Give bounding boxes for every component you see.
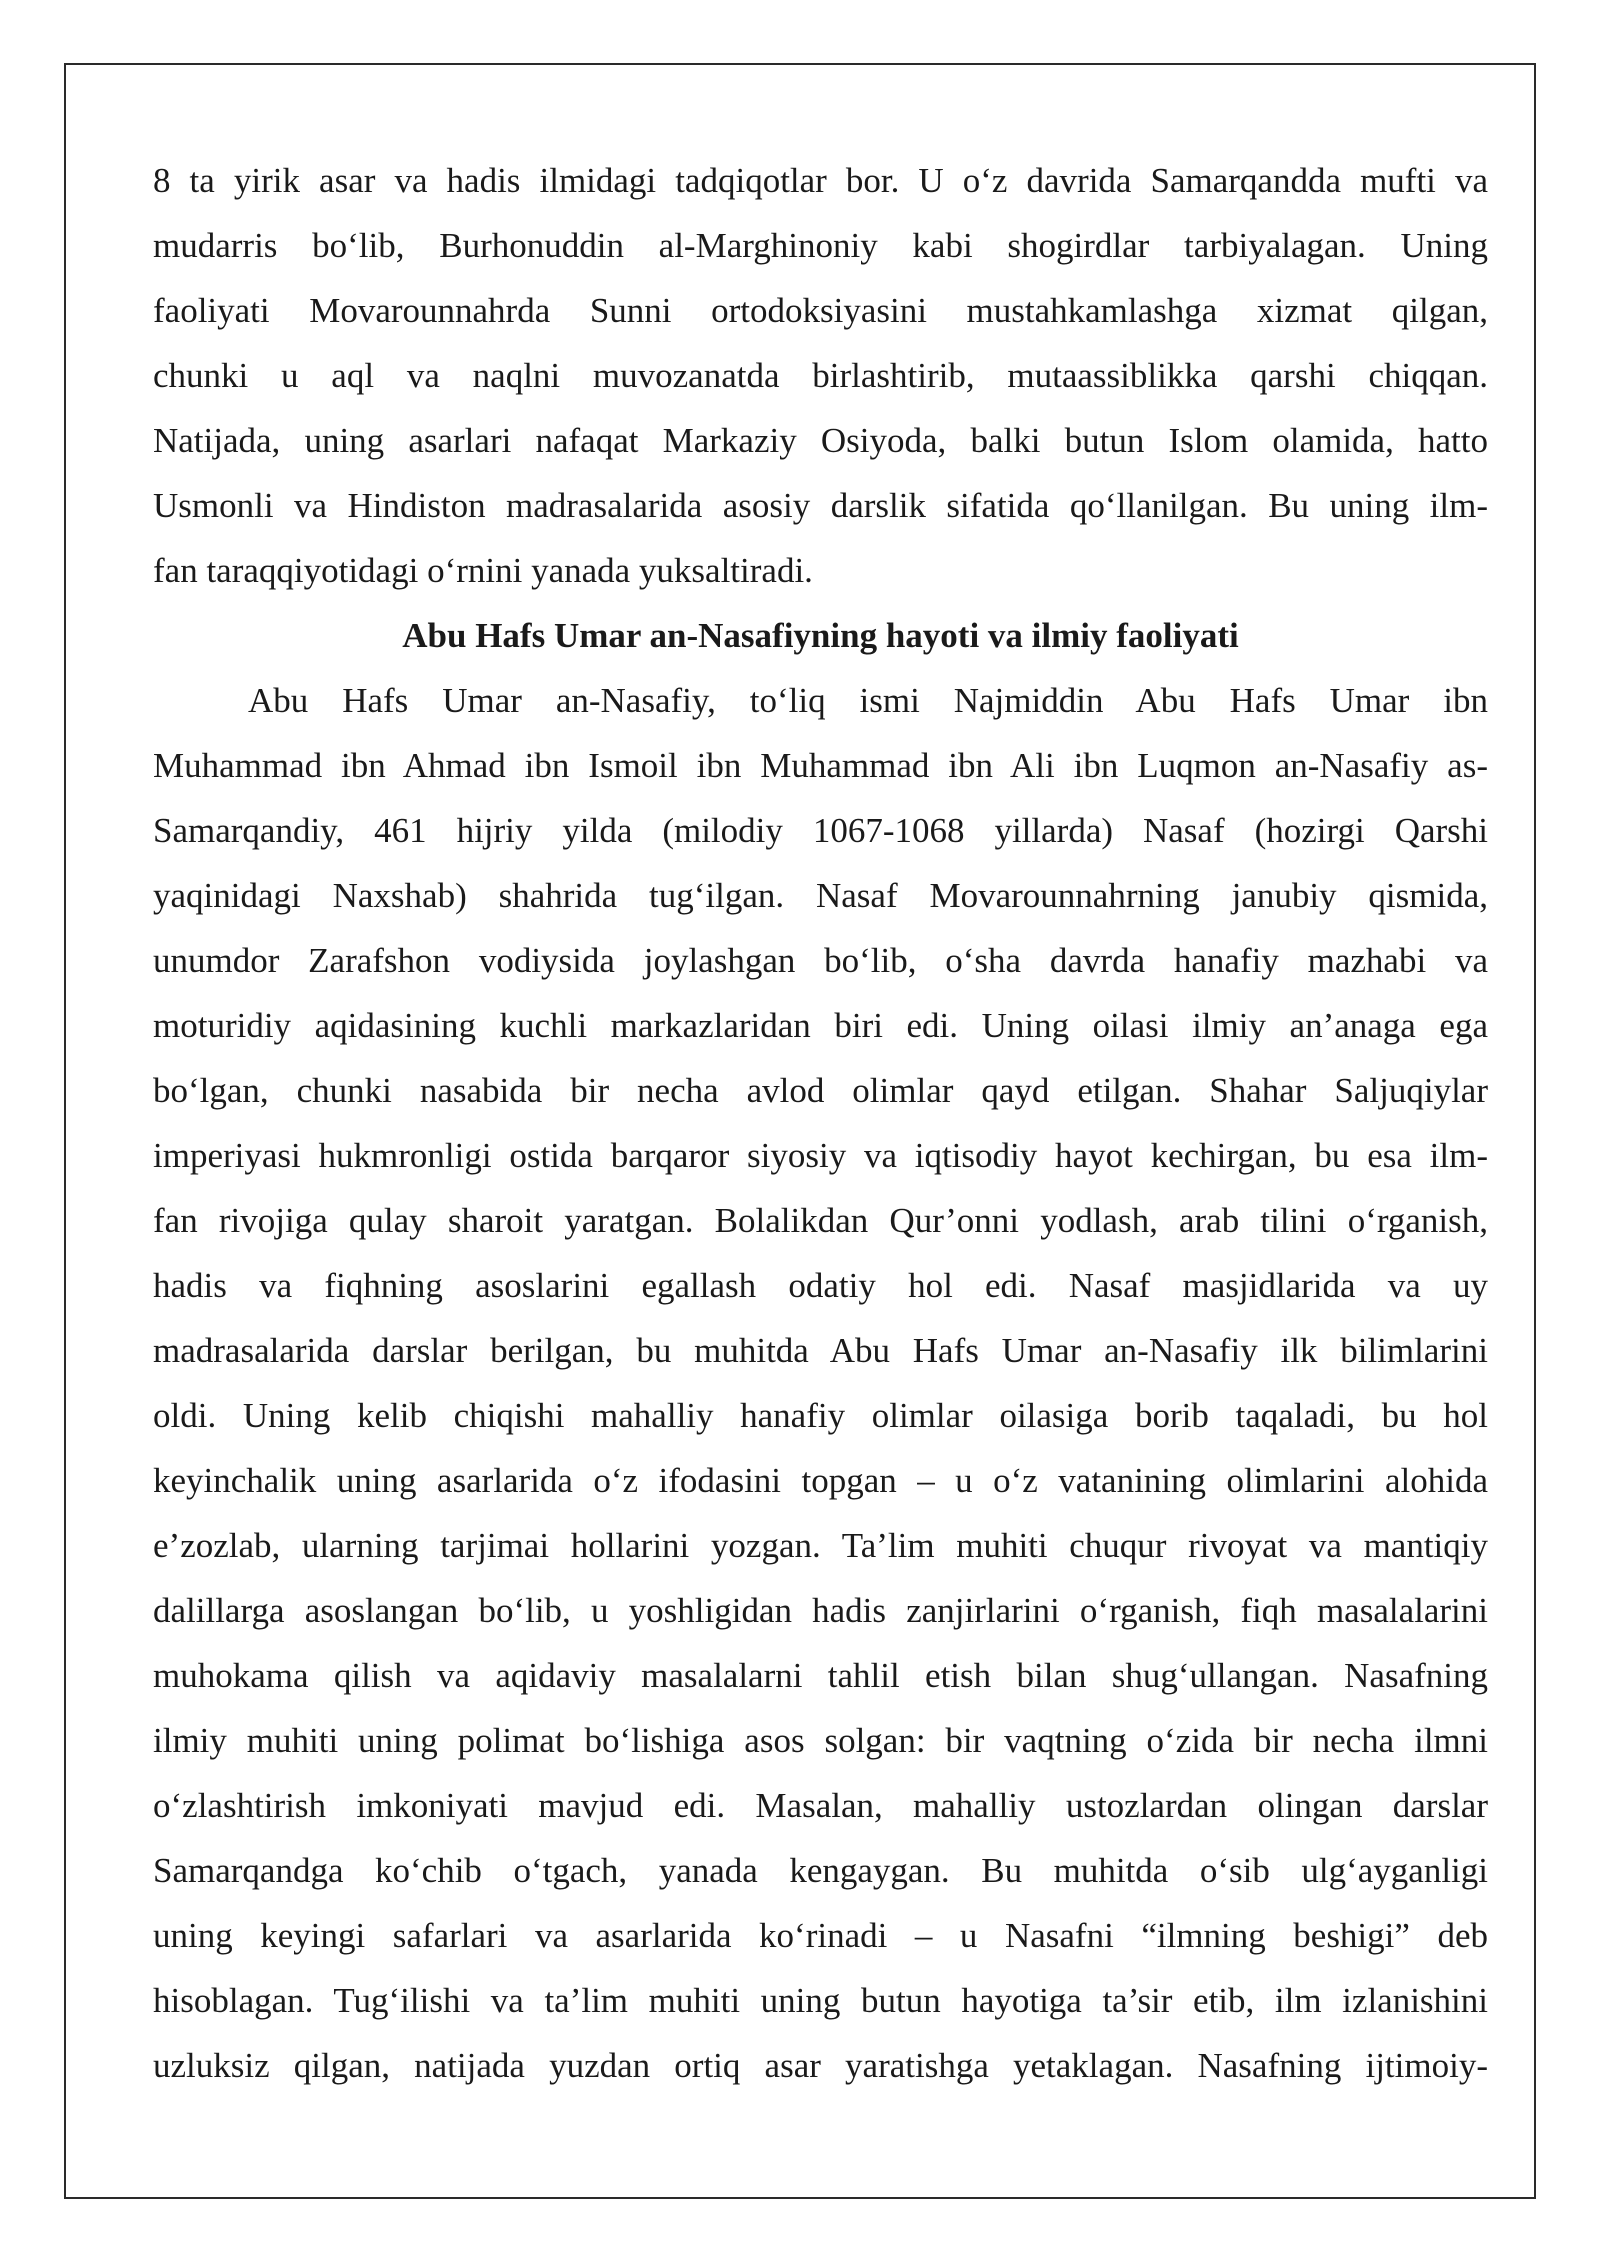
text-line: madrasalarida darslar berilgan, bu muhitda Abu Hafs Umar an-Nasafiy ilk bilimlarini	[153, 1331, 1488, 1370]
text-line: bo‘lgan, chunki nasabida bir necha avlod olimlar qayd etilgan. Shahar Saljuqiylar	[153, 1071, 1488, 1110]
text-line: o‘zlashtirish imkoniyati mavjud edi. Masalan, mahalliy ustozlardan olingan darslar	[153, 1786, 1488, 1825]
text-line: Usmonli va Hindiston madrasalarida asosiy darslik sifatida qo‘llanilgan. Bu uning ilm-	[153, 486, 1488, 525]
text-line: moturidiy aqidasining kuchli markazlaridan biri edi. Uning oilasi ilmiy an’anaga ega	[153, 1006, 1488, 1045]
text-line: fan rivojiga qulay sharoit yaratgan. Bolalikdan Qur’onni yodlash, arab tilini o‘rganish,	[153, 1201, 1488, 1240]
text-line: uzluksiz qilgan, natijada yuzdan ortiq asar yaratishga yetaklagan. Nasafning ijtimoiy-	[153, 2046, 1488, 2085]
text-line: ilmiy muhiti uning polimat bo‘lishiga asos solgan: bir vaqtning o‘zida bir necha ilmni	[153, 1721, 1488, 1760]
text-line: Natijada, uning asarlari nafaqat Markaziy Osiyoda, balki butun Islom olamida, hatto	[153, 421, 1488, 460]
text-line: mudarris bo‘lib, Burhonuddin al-Marghinoniy kabi shogirdlar tarbiyalagan. Uning	[153, 226, 1488, 265]
text-line: keyinchalik uning asarlarida o‘z ifodasini topgan – u o‘z vatanining olimlarini alohida	[153, 1461, 1488, 1500]
text-line: muhokama qilish va aqidaviy masalalarni tahlil etish bilan shug‘ullangan. Nasafning	[153, 1656, 1488, 1695]
text-line: e’zozlab, ularning tarjimai hollarini yozgan. Ta’lim muhiti chuqur rivoyat va mantiqiy	[153, 1526, 1488, 1565]
document-body	[153, 148, 1488, 2098]
text-line: oldi. Uning kelib chiqishi mahalliy hanafiy olimlar oilasiga borib taqaladi, bu hol	[153, 1396, 1488, 1435]
text-line: unumdor Zarafshon vodiysida joylashgan bo‘lib, o‘sha davrda hanafiy mazhabi va	[153, 941, 1488, 980]
text-line: Muhammad ibn Ahmad ibn Ismoil ibn Muhammad ibn Ali ibn Luqmon an-Nasafiy as-	[153, 746, 1488, 785]
text-line: fan taraqqiyotidagi o‘rnini yanada yuksaltiradi.	[153, 551, 813, 590]
text-line: faoliyati Movarounnahrda Sunni ortodoksiyasini mustahkamlashga xizmat qilgan,	[153, 291, 1488, 330]
paragraph-biography	[153, 668, 1488, 2098]
text-line: chunki u aql va naqlni muvozanatda birlashtirib, mutaassiblikka qarshi chiqqan.	[153, 356, 1488, 395]
text-line: uning keyingi safarlari va asarlarida ko‘rinadi – u Nasafni “ilmning beshigi” deb	[153, 1916, 1488, 1955]
text-line: 8 ta yirik asar va hadis ilmidagi tadqiqotlar bor. U o‘z davrida Samarqandda mufti va	[153, 161, 1488, 200]
text-line: Abu Hafs Umar an-Nasafiy, to‘liq ismi Najmiddin Abu Hafs Umar ibn	[248, 681, 1488, 720]
section-heading: Abu Hafs Umar an-Nasafiyning hayoti va ilmiy faoliyati	[402, 616, 1239, 655]
paragraph-intro	[153, 148, 1488, 603]
text-line: dalillarga asoslangan bo‘lib, u yoshligidan hadis zanjirlarini o‘rganish, fiqh masalalarini	[153, 1591, 1488, 1630]
text-line: Samarqandiy, 461 hijriy yilda (milodiy 1067-1068 yillarda) Nasaf (hozirgi Qarshi	[153, 811, 1488, 850]
text-line: hisoblagan. Tug‘ilishi va ta’lim muhiti uning butun hayotiga ta’sir etib, ilm izlanishini	[153, 1981, 1488, 2020]
text-line: hadis va fiqhning asoslarini egallash odatiy hol edi. Nasaf masjidlarida va uy	[153, 1266, 1488, 1305]
text-line: imperiyasi hukmronligi ostida barqaror siyosiy va iqtisodiy hayot kechirgan, bu esa ilm-	[153, 1136, 1488, 1175]
text-line: Samarqandga ko‘chib o‘tgach, yanada kengaygan. Bu muhitda o‘sib ulg‘ayganligi	[153, 1851, 1488, 1890]
text-line: yaqinidagi Naxshab) shahrida tug‘ilgan. Nasaf Movarounnahrning janubiy qismida,	[153, 876, 1488, 915]
